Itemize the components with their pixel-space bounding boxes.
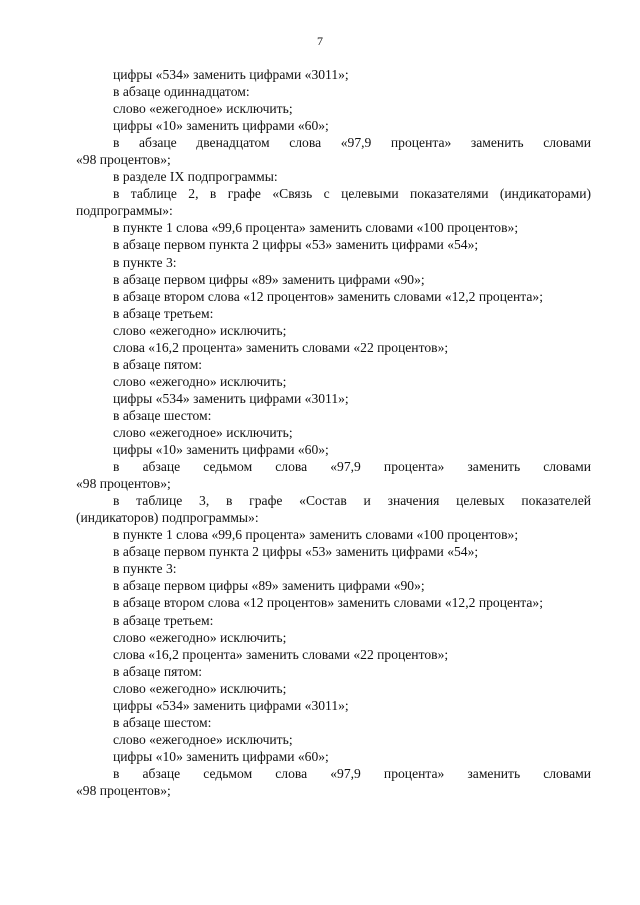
- text-line: слова «16,2 процента» заменить словами «22 процентов»;: [113, 646, 449, 662]
- text-line: в пункте 1 слова «99,6 процента» заменить словами «100 процентов»;: [113, 527, 519, 543]
- text-line: в таблице 3, в графе «Состав и значения целевых показателей: [113, 493, 591, 509]
- text-line: (индикаторов) подпрограммы»:: [76, 510, 259, 526]
- text-line: цифры «10» заменить цифрами «60»;: [113, 118, 329, 134]
- text-line: в абзаце шестом:: [113, 714, 212, 730]
- text-line: в абзаце первом цифры «89» заменить цифрами «90»;: [113, 578, 425, 594]
- text-line: в абзаце третьем:: [113, 612, 214, 628]
- text-line: слово «ежегодно» исключить;: [113, 629, 287, 645]
- text-line: цифры «534» заменить цифрами «3011»;: [113, 697, 349, 713]
- text-line: в абзаце третьем:: [113, 305, 214, 321]
- text-line: в абзаце седьмом слова «97,9 процента» заменить словами: [113, 459, 591, 475]
- text-line: в абзаце первом пункта 2 цифры «53» заменить цифрами «54»;: [113, 237, 479, 253]
- text-line: цифры «534» заменить цифрами «3011»;: [113, 390, 349, 406]
- text-line: слово «ежегодное» исключить;: [113, 424, 293, 440]
- text-line: в таблице 2, в графе «Связь с целевыми показателями (индикаторами): [113, 186, 591, 202]
- text-line: в абзаце первом пункта 2 цифры «53» заменить цифрами «54»;: [113, 544, 479, 560]
- text-line: слово «ежегодно» исключить;: [113, 373, 287, 389]
- document-body: [76, 66, 591, 799]
- text-line: в абзаце втором слова «12 процентов» заменить словами «12,2 процента»;: [113, 288, 543, 304]
- text-line: в пункте 1 слова «99,6 процента» заменить словами «100 процентов»;: [113, 220, 519, 236]
- text-line: в абзаце втором слова «12 процентов» заменить словами «12,2 процента»;: [113, 595, 543, 611]
- text-line: «98 процентов»;: [76, 476, 171, 492]
- text-line: цифры «534» заменить цифрами «3011»;: [113, 67, 349, 82]
- text-line: в абзаце одиннадцатом:: [113, 84, 250, 100]
- text-line: в абзаце седьмом слова «97,9 процента» заменить словами: [113, 765, 591, 781]
- text-line: цифры «10» заменить цифрами «60»;: [113, 442, 329, 458]
- text-line: слово «ежегодное» исключить;: [113, 731, 293, 747]
- text-line: слово «ежегодно» исключить;: [113, 322, 287, 338]
- text-line: в пункте 3:: [113, 254, 177, 270]
- text-line: в абзаце пятом:: [113, 663, 203, 679]
- text-line: в абзаце шестом:: [113, 407, 212, 423]
- text-line: цифры «10» заменить цифрами «60»;: [113, 748, 329, 764]
- text-line: «98 процентов»;: [76, 782, 171, 798]
- text-line: в абзаце пятом:: [113, 356, 203, 372]
- text-line: слова «16,2 процента» заменить словами «22 процентов»;: [113, 339, 449, 355]
- text-line: в пункте 3:: [113, 561, 177, 577]
- text-line: в абзаце первом цифры «89» заменить цифрами «90»;: [113, 271, 425, 287]
- text-line: подпрограммы»:: [76, 203, 173, 219]
- page-number: 7: [317, 34, 323, 48]
- text-line: в разделе IX подпрограммы:: [113, 169, 278, 185]
- text-line: «98 процентов»;: [76, 152, 171, 168]
- text-line: слово «ежегодно» исключить;: [113, 680, 287, 696]
- text-line: в абзаце двенадцатом слова «97,9 процента» заменить словами: [113, 135, 591, 151]
- text-line: слово «ежегодное» исключить;: [113, 101, 293, 117]
